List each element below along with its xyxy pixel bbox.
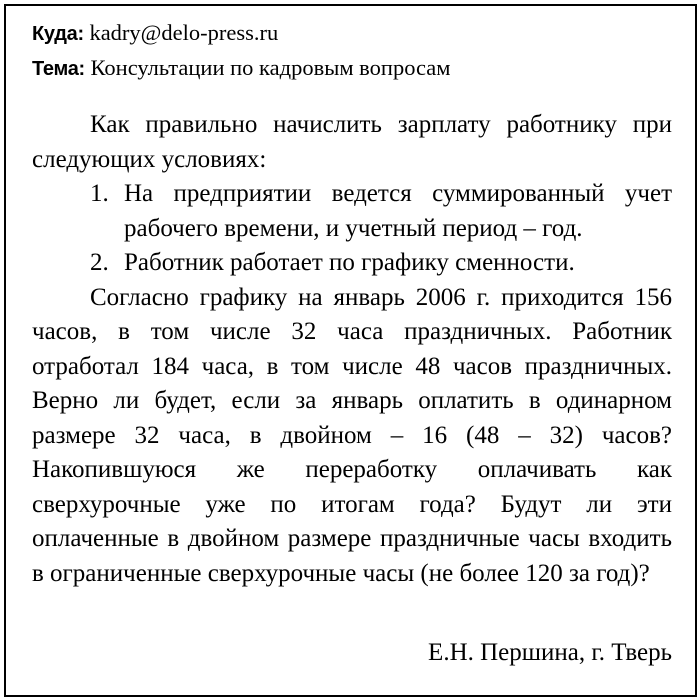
to-label: Куда: <box>32 23 84 45</box>
main-paragraph: Согласно графику на январь 2006 г. приходится 156 часов, в том числе 32 часа праздничных. Работник отработал 184 часа, в том числе 48 часов праздничных. Верно ли будет, если за январь оплатить в одинарном размере 32 часа, в двойном – 16 (48 – 32) часов? Накопившуюся же переработку оплачивать как сверхурочные уже по итогам года? Будут ли эти оплаченные в двойном размере праздничные часы входить в ограниченные сверхурочные часы (не более 120 за год)? <box>32 283 672 587</box>
list-text: На предприятии ведется суммированный учет рабочего времени, и учетный период – год. <box>124 180 672 242</box>
subject-text: Консультации по кадровым вопросам <box>90 55 451 80</box>
letter-frame <box>4 4 697 697</box>
to-email: kadry@delo-press.ru <box>89 20 279 45</box>
letter-body <box>32 108 672 591</box>
list-number: 2. <box>90 249 109 276</box>
intro-paragraph: Как правильно начислить зарплату работнику при следующих условиях: <box>32 111 672 173</box>
list-item <box>90 177 672 246</box>
subject-line <box>32 51 672 86</box>
to-line <box>32 16 672 51</box>
subject-label: Тема: <box>32 58 85 80</box>
signature: Е.Н. Першина, г. Тверь <box>428 639 672 666</box>
list-number: 1. <box>90 180 109 207</box>
list-text: Работник работает по графику сменности. <box>124 249 575 276</box>
letter-content <box>32 16 672 666</box>
list-item <box>90 246 672 281</box>
conditions-list <box>32 177 672 281</box>
